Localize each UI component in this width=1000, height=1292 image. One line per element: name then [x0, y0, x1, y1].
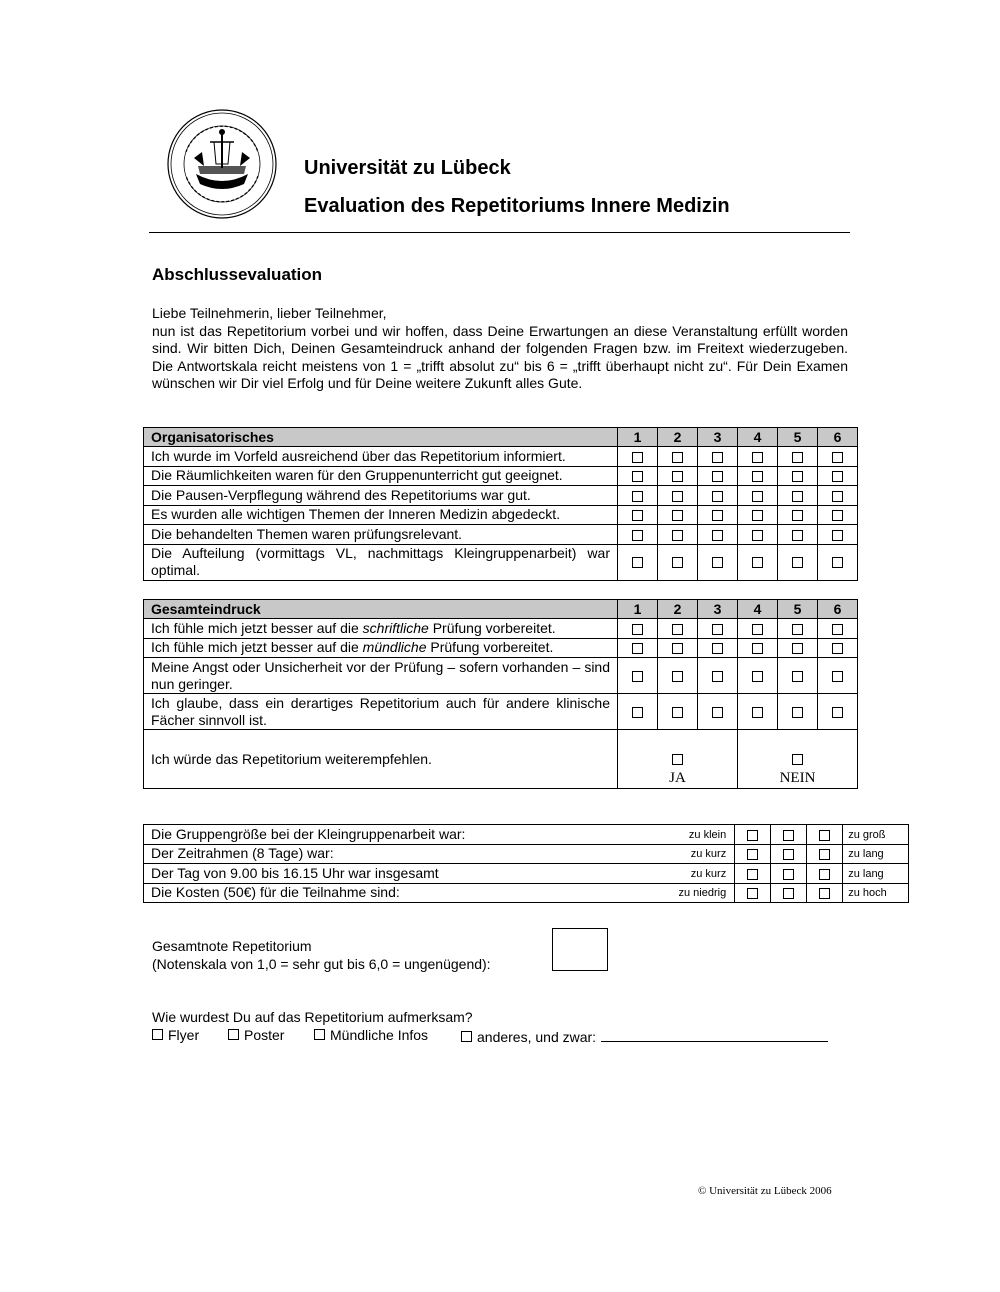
option-checkbox[interactable] [152, 1029, 163, 1040]
rating-checkbox[interactable] [752, 624, 763, 635]
rating-checkbox[interactable] [752, 671, 763, 682]
table-row [144, 844, 909, 864]
rating-checkbox[interactable] [752, 510, 763, 521]
awareness-option-flyer[interactable] [152, 1027, 199, 1043]
rating-checkbox[interactable] [752, 643, 763, 654]
rating-checkbox[interactable] [832, 557, 843, 568]
question-text: Es wurden alle wichtigen Themen der Inneren Medizin abgedeckt. [144, 505, 618, 525]
section-title: Abschlussevaluation [152, 265, 323, 284]
rating-checkbox[interactable] [752, 557, 763, 568]
option-checkbox[interactable] [461, 1031, 472, 1042]
scale-header-4: 4 [738, 600, 778, 619]
rating-checkbox[interactable] [752, 491, 763, 502]
question-text: Ich würde das Repetitorium weiterempfehlen. [144, 730, 618, 789]
rating-checkbox[interactable] [832, 491, 843, 502]
scale-header-3: 3 [698, 428, 738, 447]
option-checkbox[interactable] [783, 869, 794, 880]
recommend-no-checkbox[interactable] [792, 754, 803, 765]
table-row [144, 505, 858, 525]
option-checkbox[interactable] [747, 888, 758, 899]
rating-checkbox[interactable] [632, 452, 643, 463]
rating-checkbox[interactable] [712, 671, 723, 682]
rating-checkbox[interactable] [632, 671, 643, 682]
rating-checkbox[interactable] [672, 624, 683, 635]
rating-checkbox[interactable] [672, 452, 683, 463]
option-checkbox[interactable] [819, 888, 830, 899]
table-row [144, 730, 858, 789]
scale-low-label: zu kurz [679, 844, 735, 864]
rating-checkbox[interactable] [832, 643, 843, 654]
rating-checkbox[interactable] [792, 707, 803, 718]
rating-checkbox[interactable] [672, 643, 683, 654]
scale-header-2: 2 [658, 428, 698, 447]
recommend-yes-label: JA [669, 770, 686, 786]
scale-low-label: zu kurz [679, 864, 735, 884]
rating-checkbox[interactable] [632, 530, 643, 541]
question-text: Die behandelten Themen waren prüfungsrelevant. [144, 525, 618, 545]
rating-checkbox[interactable] [712, 643, 723, 654]
rating-checkbox[interactable] [712, 557, 723, 568]
rating-checkbox[interactable] [752, 452, 763, 463]
scale-header-6: 6 [818, 600, 858, 619]
table-row [144, 658, 858, 694]
table-row [144, 638, 858, 658]
option-checkbox[interactable] [747, 849, 758, 860]
scale-low-label: zu niedrig [679, 883, 735, 903]
gesamteindruck-table [143, 599, 858, 789]
intro-greeting: Liebe Teilnehmerin, lieber Teilnehmer, [152, 305, 387, 321]
option-checkbox[interactable] [747, 869, 758, 880]
university-title: Universität zu Lübeck [304, 157, 511, 179]
overall-grade-input[interactable] [552, 928, 608, 971]
option-checkbox[interactable] [314, 1029, 325, 1040]
table-row [144, 864, 909, 884]
rating-checkbox[interactable] [672, 557, 683, 568]
rating-checkbox[interactable] [752, 471, 763, 482]
rating-checkbox[interactable] [792, 530, 803, 541]
table-row [144, 447, 858, 467]
table-row [144, 486, 858, 506]
rating-checkbox[interactable] [712, 624, 723, 635]
awareness-option-muendlich[interactable] [314, 1027, 428, 1043]
recommend-yes-option [618, 730, 738, 789]
table-row [144, 825, 909, 845]
scale-header-5: 5 [778, 600, 818, 619]
copyright-footer: © Universität zu Lübeck 2006 [698, 1185, 832, 1197]
rating-checkbox[interactable] [792, 510, 803, 521]
rating-checkbox[interactable] [792, 557, 803, 568]
table-row [144, 525, 858, 545]
scale-low-label: zu klein [679, 825, 735, 845]
rating-checkbox[interactable] [792, 471, 803, 482]
rating-checkbox[interactable] [792, 624, 803, 635]
overall-grade-title: Gesamtnote Repetitorium [152, 938, 312, 954]
rating-checkbox[interactable] [712, 510, 723, 521]
question-text: Ich glaube, dass ein derartiges Repetitorium auch für andere klinische Fächer sinnvoll ist. [144, 694, 618, 730]
scale-header-2: 2 [658, 600, 698, 619]
recommend-no-option [738, 730, 858, 789]
rating-checkbox[interactable] [672, 510, 683, 521]
table-row [144, 883, 909, 903]
rating-checkbox[interactable] [712, 530, 723, 541]
scale-high-label: zu lang [843, 844, 909, 864]
scale-high-label: zu groß [843, 825, 909, 845]
table-row [144, 694, 858, 730]
rating-checkbox[interactable] [632, 624, 643, 635]
question-text: Meine Angst oder Unsicherheit vor der Prüfung – sofern vorhanden – sind nun geringer. [144, 658, 618, 694]
rating-checkbox[interactable] [832, 510, 843, 521]
rating-checkbox[interactable] [832, 707, 843, 718]
question-text: Die Gruppengröße bei der Kleingruppenarbeit war: [144, 825, 679, 845]
organisatorisches-heading: Organisatorisches [144, 428, 618, 447]
scale-header-1: 1 [618, 428, 658, 447]
rating-checkbox[interactable] [672, 530, 683, 541]
option-label: Poster [244, 1027, 285, 1043]
scale-high-label: zu lang [843, 864, 909, 884]
recommend-yes-checkbox[interactable] [672, 754, 683, 765]
scale-header-5: 5 [778, 428, 818, 447]
option-checkbox[interactable] [783, 849, 794, 860]
rating-checkbox[interactable] [752, 530, 763, 541]
awareness-option-poster[interactable] [228, 1027, 284, 1043]
option-checkbox[interactable] [819, 849, 830, 860]
rating-checkbox[interactable] [832, 471, 843, 482]
option-label: Mündliche Infos [330, 1027, 429, 1043]
university-seal-logo [166, 108, 278, 220]
rating-checkbox[interactable] [712, 707, 723, 718]
header-divider [149, 232, 850, 233]
rating-checkbox[interactable] [832, 671, 843, 682]
intro-body: nun ist das Repetitorium vorbei und wir hoffen, dass Deine Erwartungen an diese Veranstaltung erfüllt worden sind. Wir bitten Dich, Deinen Gesamteindruck anhand der folgenden Fragen bzw. im Freitext wiederzugeben. Die Antwortskala reicht meistens von 1 = „trifft absolut zu“ bis 6 = „trifft überhaupt nicht zu“. Für Dein Examen wünschen wir Dir viel Erfolg und für Deine weitere Zukunft alles Gute. [152, 322, 848, 391]
scale-header-6: 6 [818, 428, 858, 447]
overall-grade-label [152, 938, 491, 973]
other-text-field[interactable] [601, 1027, 828, 1042]
option-label: Flyer [168, 1027, 200, 1043]
option-checkbox[interactable] [819, 869, 830, 880]
table-row [144, 619, 858, 639]
table-row [144, 466, 858, 486]
recommend-no-label: NEIN [779, 770, 816, 786]
question-text: Ich wurde im Vorfeld ausreichend über das Repetitorium informiert. [144, 447, 618, 467]
rating-checkbox[interactable] [792, 491, 803, 502]
option-checkbox[interactable] [783, 888, 794, 899]
question-text: Der Tag von 9.00 bis 16.15 Uhr war insgesamt [144, 864, 679, 884]
rating-checkbox[interactable] [712, 491, 723, 502]
rating-checkbox[interactable] [712, 471, 723, 482]
scale-high-label: zu hoch [843, 883, 909, 903]
option-checkbox[interactable] [783, 830, 794, 841]
question-text: Ich fühle mich jetzt besser auf die schriftliche Prüfung vorbereitet. [144, 619, 618, 639]
rating-checkbox[interactable] [632, 491, 643, 502]
question-text: Die Pausen-Verpflegung während des Repetitoriums war gut. [144, 486, 618, 506]
scale-header-3: 3 [698, 600, 738, 619]
question-text: Die Kosten (50€) für die Teilnahme sind: [144, 883, 679, 903]
question-text: Die Räumlichkeiten waren für den Gruppenunterricht gut geeignet. [144, 466, 618, 486]
rating-checkbox[interactable] [672, 471, 683, 482]
rating-checkbox[interactable] [632, 557, 643, 568]
table-row [144, 544, 858, 580]
rating-checkbox[interactable] [672, 491, 683, 502]
scale-header-4: 4 [738, 428, 778, 447]
form-title: Evaluation des Repetitoriums Innere Medizin [304, 195, 730, 217]
rating-checkbox[interactable] [832, 624, 843, 635]
rating-checkbox[interactable] [712, 452, 723, 463]
awareness-question: Wie wurdest Du auf das Repetitorium aufmerksam? [152, 1009, 473, 1025]
rating-checkbox[interactable] [792, 452, 803, 463]
rating-checkbox[interactable] [632, 471, 643, 482]
gesamteindruck-heading: Gesamteindruck [144, 600, 618, 619]
scale-header-1: 1 [618, 600, 658, 619]
rating-checkbox[interactable] [672, 671, 683, 682]
overall-grade-scale: (Notenskala von 1,0 = sehr gut bis 6,0 = ungenügend): [152, 955, 491, 972]
question-text: Der Zeitrahmen (8 Tage) war: [144, 844, 679, 864]
question-text: Ich fühle mich jetzt besser auf die mündliche Prüfung vorbereitet. [144, 638, 618, 658]
rating-checkbox[interactable] [832, 452, 843, 463]
awareness-option-other[interactable] [461, 1027, 828, 1045]
rating-checkbox[interactable] [632, 707, 643, 718]
rating-checkbox[interactable] [752, 707, 763, 718]
intro-text [152, 305, 848, 393]
option-label: anderes, und zwar: [477, 1029, 597, 1045]
rating-checkbox[interactable] [632, 643, 643, 654]
option-checkbox[interactable] [747, 830, 758, 841]
rating-checkbox[interactable] [632, 510, 643, 521]
rating-checkbox[interactable] [672, 707, 683, 718]
rating-checkbox[interactable] [792, 643, 803, 654]
option-checkbox[interactable] [819, 830, 830, 841]
rating-checkbox[interactable] [832, 530, 843, 541]
course-parameters-table [143, 824, 909, 903]
rating-checkbox[interactable] [792, 671, 803, 682]
question-text: Die Aufteilung (vormittags VL, nachmittags Kleingruppenarbeit) war optimal. [144, 544, 618, 580]
organisatorisches-table [143, 427, 858, 581]
option-checkbox[interactable] [228, 1029, 239, 1040]
